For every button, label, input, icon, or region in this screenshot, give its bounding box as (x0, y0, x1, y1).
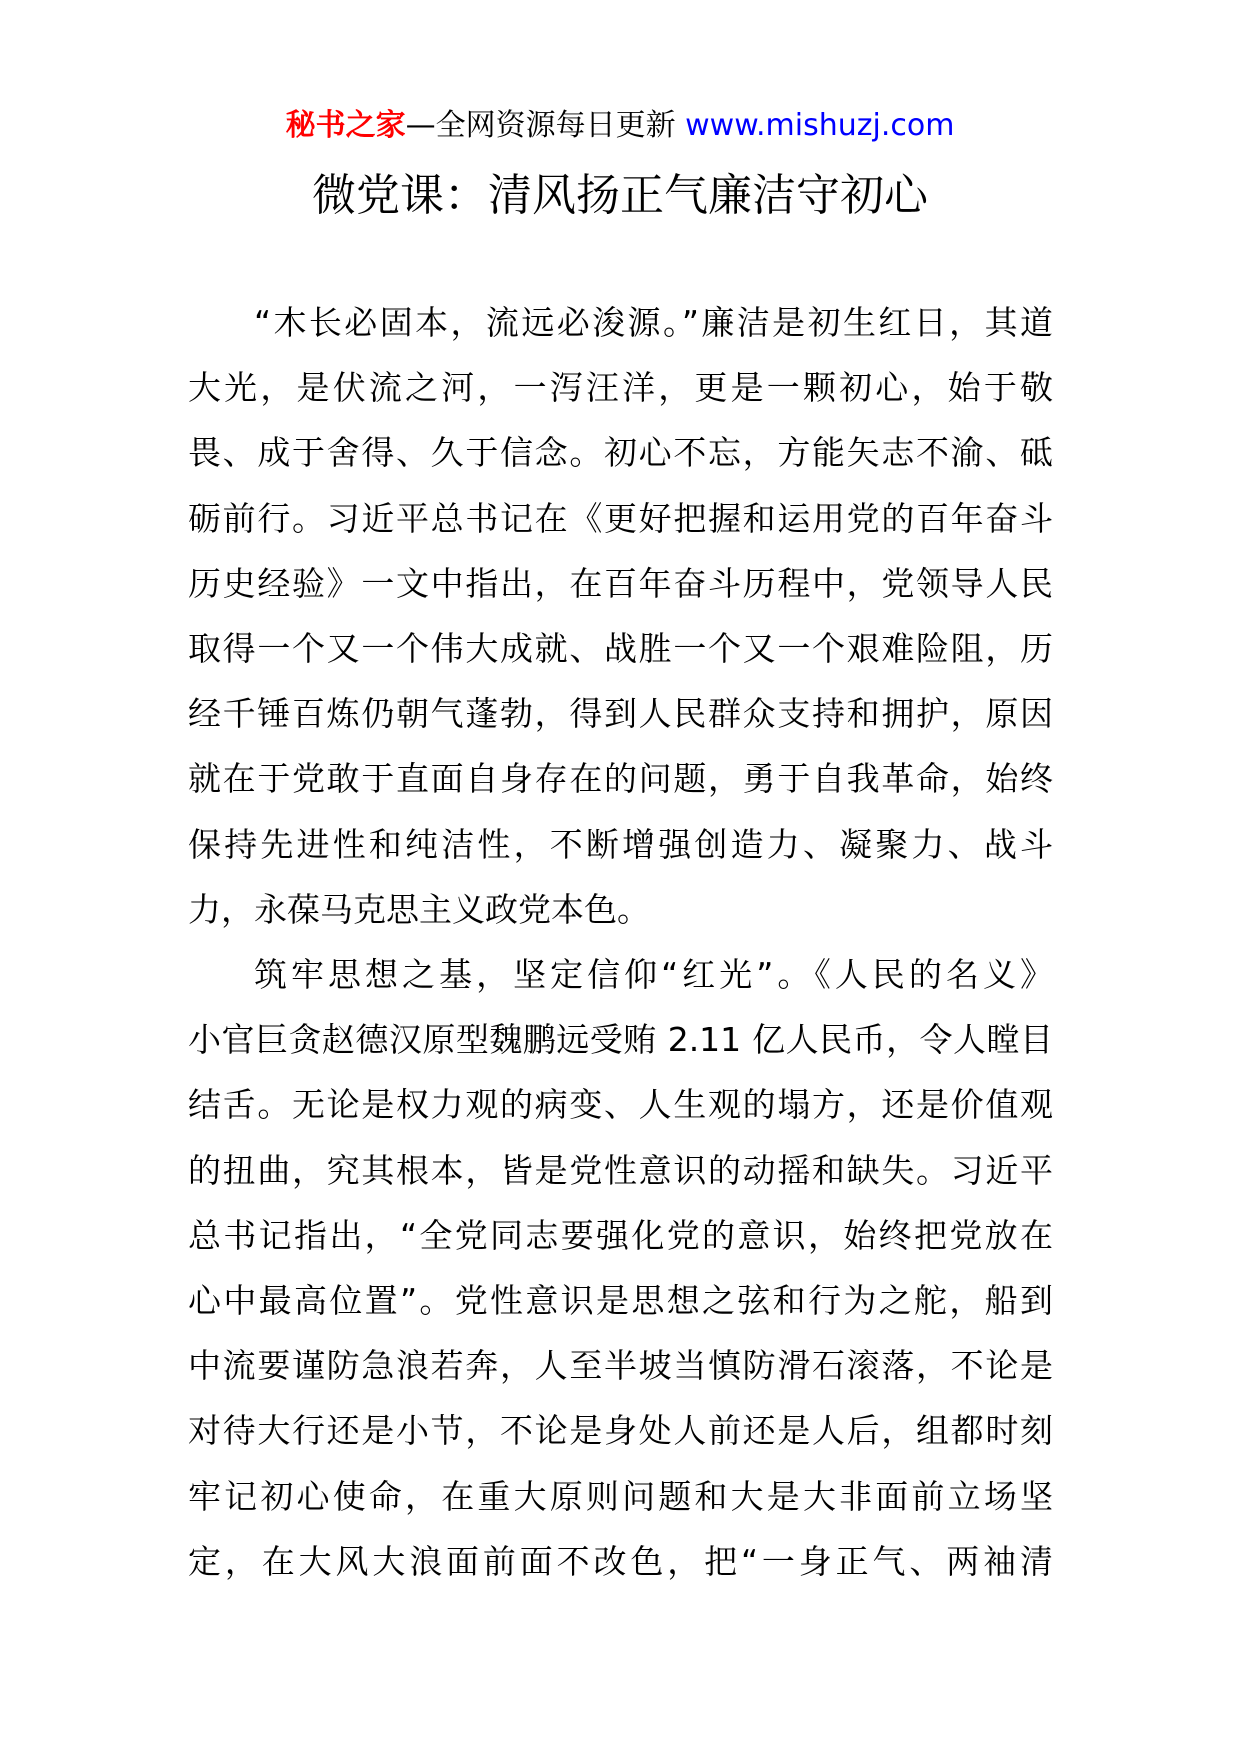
paragraph-line: 力，永葆马克思主义政党本色。 (188, 889, 650, 929)
paragraph-line: 畏、成于舍得、久于信念。初心不忘，方能矢志不渝、砥 (188, 433, 1053, 473)
paragraph-line: 历史经验》一文中指出，在百年奋斗历程中，党领导人民 (188, 563, 1053, 603)
paragraph-line: 对待大行还是小节，不论是身处人前还是人后，组都时刻 (188, 1411, 1053, 1451)
paragraph-line: 砺前行。习近平总书记在《更好把握和运用党的百年奋斗 (188, 498, 1053, 538)
paragraph-line: 就在于党敢于直面自身存在的问题，勇于自我革命，始终 (188, 759, 1053, 799)
paragraph-line: “木长必固本，流远必浚源。”廉洁是初生红日，其道 (254, 303, 1053, 342)
site-tagline: —全网资源每日更新 (405, 108, 676, 143)
paragraph-line: 大光，是伏流之河，一泻汪洋，更是一颗初心，始于敬 (188, 368, 1053, 408)
paragraph-line: 中流要谨防急浪若奔，人至半坡当慎防滑石滚落，不论是 (188, 1346, 1053, 1386)
paragraph-line: 筑牢思想之基，坚定信仰“红光”。《人民的名义》 (254, 955, 1053, 995)
paragraph-line: 定，在大风大浪面前面不改色，把“一身正气、两袖清 (188, 1541, 1053, 1581)
paragraph-2 (188, 942, 1053, 1594)
paragraph-line: 心中最高位置”。党性意识是思想之弦和行为之舵，船到 (188, 1281, 1053, 1321)
paragraph-line: 经千锤百炼仍朝气蓬勃，得到人民群众支持和拥护，原因 (188, 694, 1053, 734)
site-header (0, 104, 1240, 148)
paragraph-1 (188, 290, 1053, 942)
paragraph-line: 牢记初心使命，在重大原则问题和大是大非面前立场坚 (188, 1476, 1053, 1516)
paragraph-line: 的扭曲，究其根本，皆是党性意识的动摇和缺失。习近平 (188, 1150, 1053, 1190)
paragraph-line: 保持先进性和纯洁性，不断增强创造力、凝聚力、战斗 (188, 824, 1053, 864)
paragraph-line: 结舌。无论是权力观的病变、人生观的塌方，还是价值观 (188, 1085, 1053, 1125)
paragraph-line: 取得一个又一个伟大成就、战胜一个又一个艰难险阻，历 (188, 629, 1053, 669)
site-url-link[interactable]: www.mishuzj.com (685, 108, 955, 143)
site-brand: 秘书之家 (285, 108, 406, 143)
paragraph-line: 小官巨贪赵德汉原型魏鹏远受贿 2.11 亿人民币，令人瞠目 (188, 1020, 1053, 1060)
document-body (188, 290, 1053, 1594)
paragraph-line: 总书记指出，“全党同志要强化党的意识，始终把党放在 (188, 1215, 1053, 1255)
document-title: 微党课：清风扬正气廉洁守初心 (312, 170, 928, 221)
